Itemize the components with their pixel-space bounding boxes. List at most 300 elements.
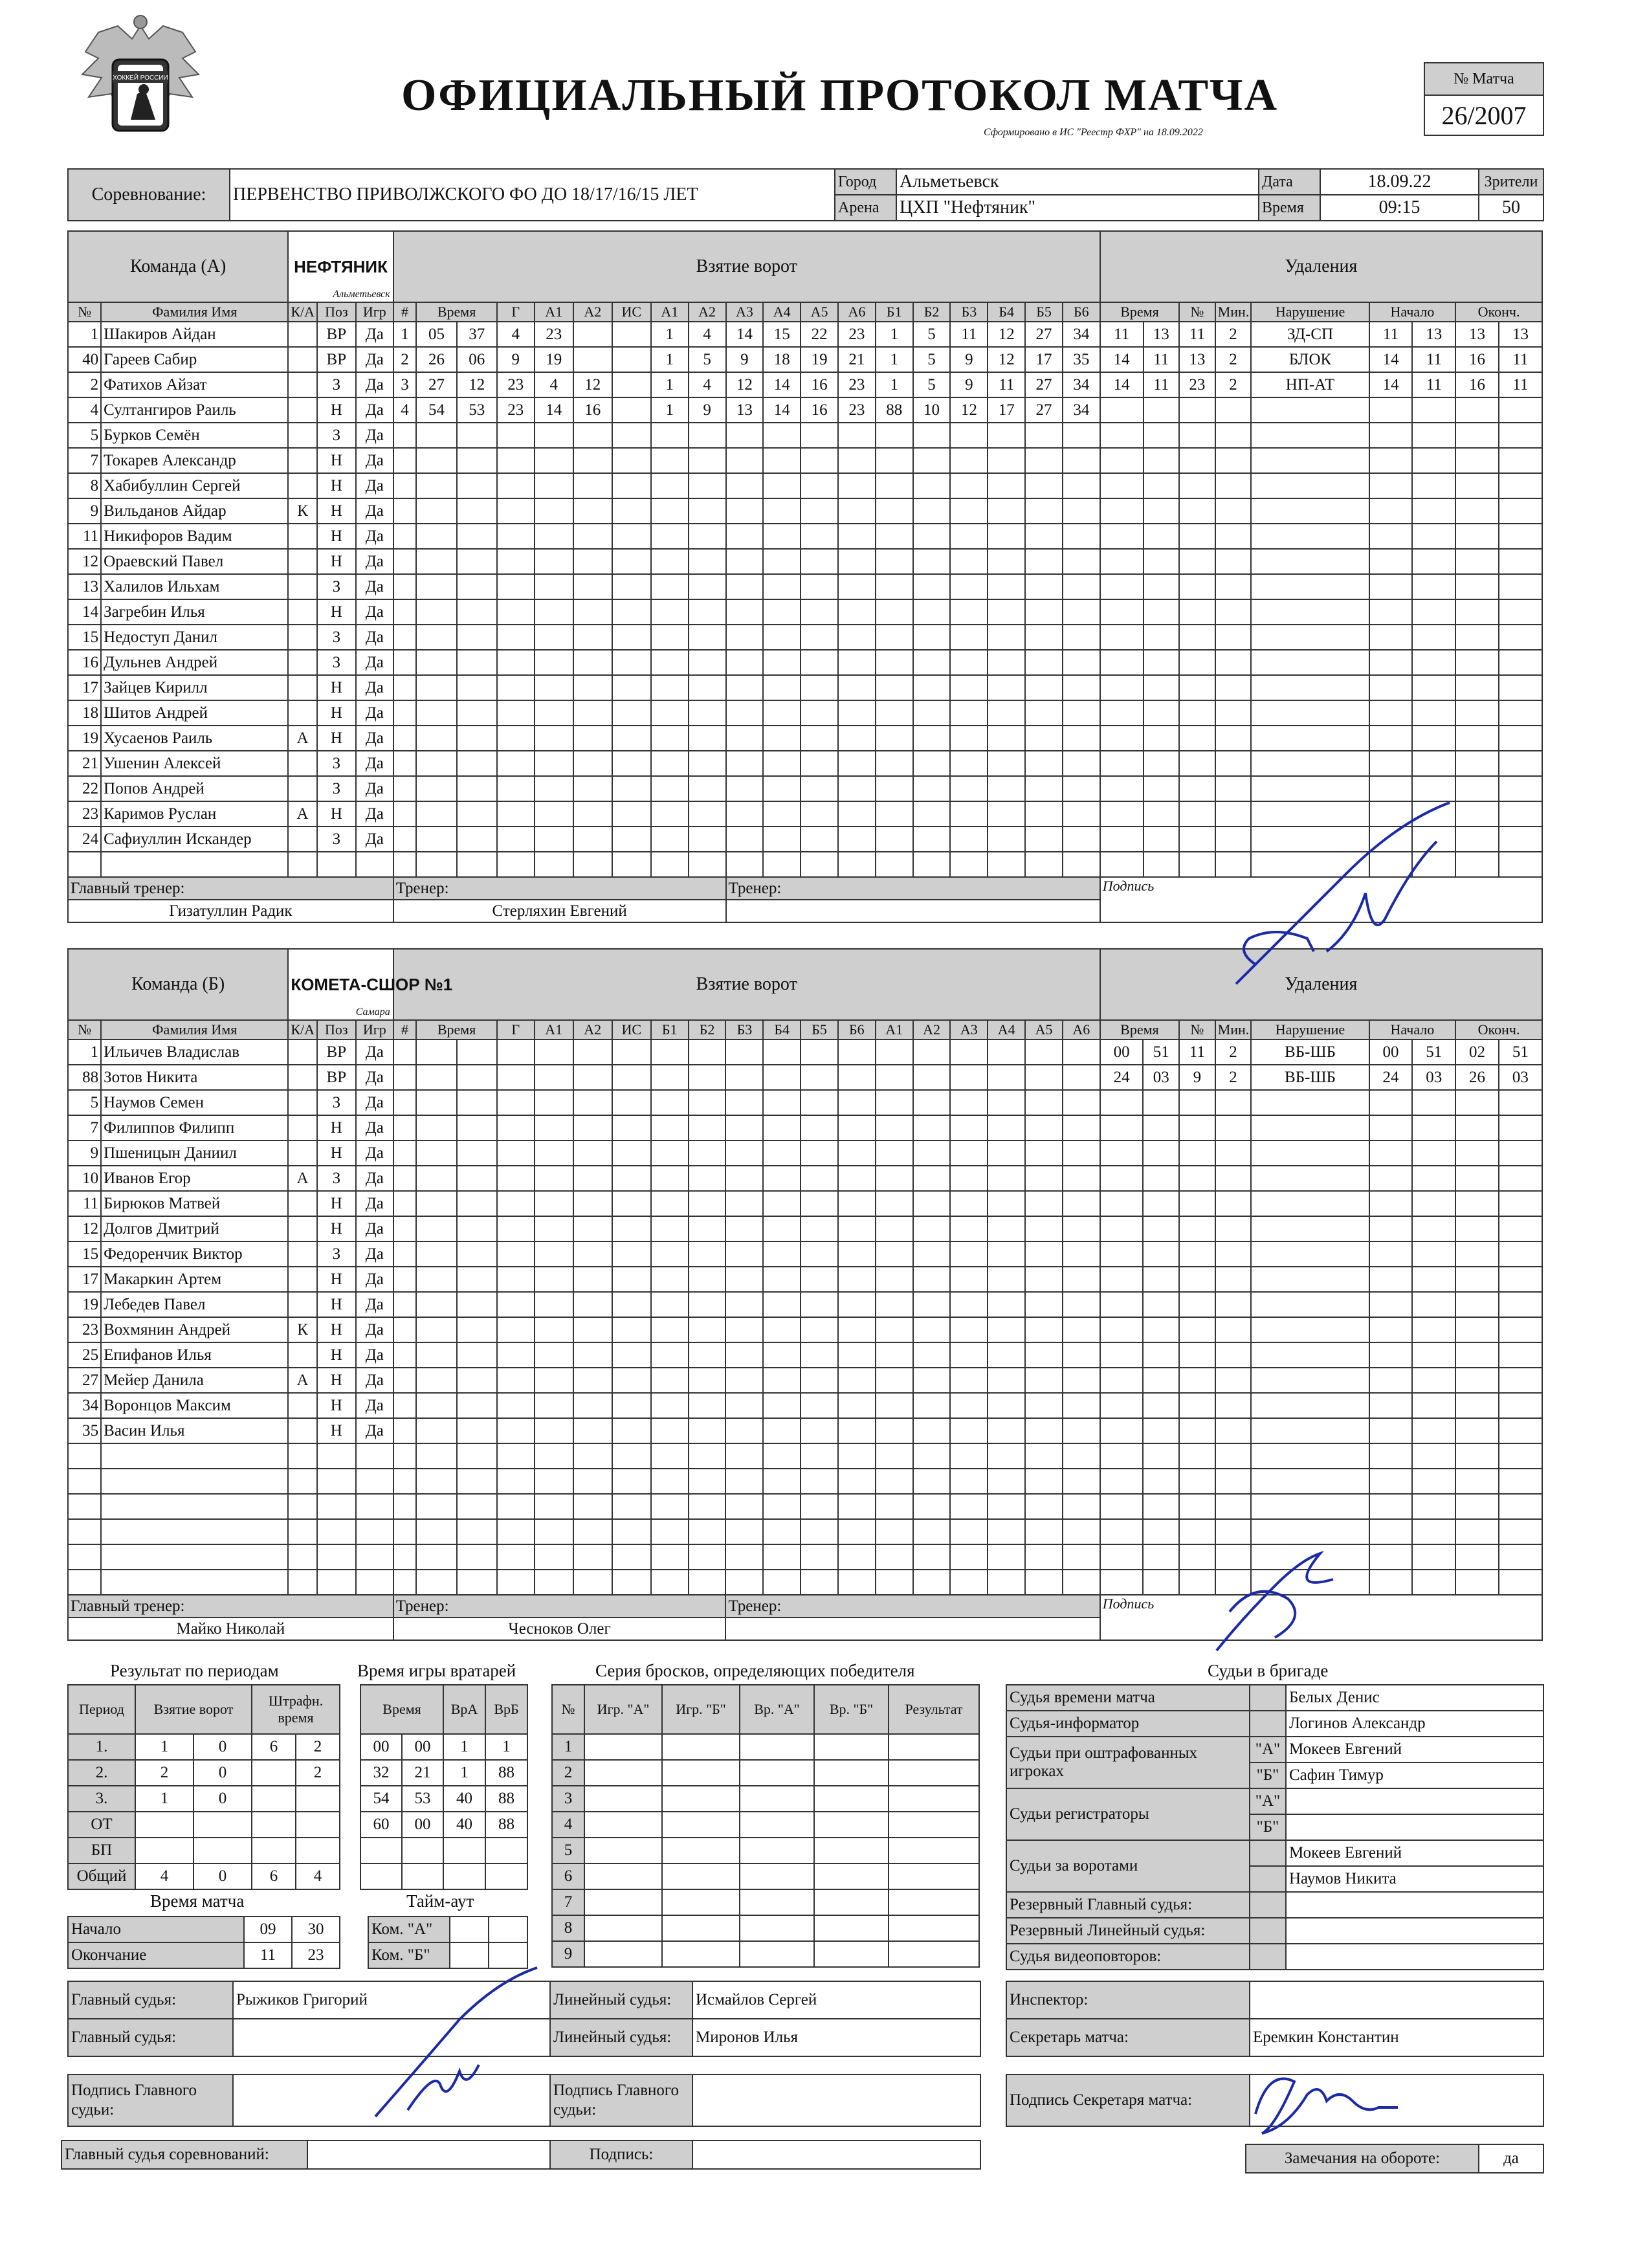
team_b-player-pos: Н — [317, 1368, 356, 1393]
team_a-empty-cell — [1063, 599, 1100, 625]
team_a-col-pen-min: Мин. — [1215, 302, 1252, 322]
team_a-empty-cell — [1412, 397, 1455, 423]
team_a-empty-cell — [876, 801, 913, 827]
team_b-empty-cell — [838, 1216, 876, 1241]
officials-title: Судьи в бригаде — [1208, 1661, 1329, 1680]
team_a-goal-onice: 1 — [876, 322, 913, 347]
team_b-empty-cell — [913, 1115, 951, 1140]
team_a-empty-cell — [1412, 827, 1455, 852]
results-pim-b — [296, 1786, 340, 1812]
team_b-empty-cell — [288, 1519, 316, 1544]
team_a-row — [68, 322, 1542, 347]
goalie-b — [485, 1838, 527, 1863]
team_b-empty-cell — [497, 1292, 535, 1317]
team_b-player-no: 15 — [68, 1241, 101, 1267]
team_a-empty-cell — [913, 827, 951, 852]
team_a-empty-cell — [1179, 700, 1215, 726]
team_a-empty-cell — [1455, 827, 1499, 852]
team_a-player-name: Шитов Андрей — [101, 700, 288, 726]
team_b-empty-cell — [1412, 1292, 1455, 1317]
team_a-goal-g: 9 — [497, 347, 535, 372]
team_b-empty-cell — [725, 1342, 763, 1368]
team_a-empty-cell — [801, 549, 838, 574]
team_a-empty-cell — [457, 776, 497, 801]
team_a-player-no: 2 — [68, 372, 101, 397]
team_a-empty-cell — [1025, 549, 1063, 574]
team_b-pen-end-ss: 51 — [1499, 1040, 1542, 1065]
match-time-title: Время матча — [150, 1891, 245, 1911]
goalie-b: 88 — [485, 1812, 527, 1838]
team_a-empty-cell — [1063, 751, 1100, 776]
team_a-empty-cell — [838, 599, 876, 625]
team_a-empty-cell — [651, 801, 689, 827]
team_b-empty-cell — [651, 1342, 689, 1368]
team_a-empty-cell — [573, 726, 612, 751]
team_b-player-play: Да — [356, 1241, 393, 1267]
team_b-empty-cell — [838, 1342, 876, 1368]
team_b-empty-cell — [988, 1191, 1025, 1216]
team_b-empty-cell — [1179, 1140, 1215, 1166]
team_a-empty-cell — [1063, 625, 1100, 650]
team_a-pen-min: 2 — [1215, 347, 1252, 372]
team_b-coach1-label: Тренер: — [393, 1595, 726, 1618]
team_a-empty-cell — [573, 498, 612, 524]
team_b-empty-cell — [988, 1065, 1025, 1090]
team_b-empty-cell — [950, 1393, 988, 1418]
team_a-empty-cell — [1369, 625, 1413, 650]
results-goals-a — [135, 1812, 193, 1838]
team_b-empty-cell — [689, 1241, 726, 1267]
team_b-empty-cell — [535, 1544, 573, 1570]
team_a-empty-cell — [1251, 524, 1369, 549]
team_a-empty-cell — [393, 726, 417, 751]
team_b-empty-cell — [535, 1469, 573, 1494]
team_b-empty-cell — [1251, 1519, 1369, 1544]
team_a-goal-onice: 1 — [876, 372, 913, 397]
team_a-player-ka — [288, 372, 316, 397]
results-period: 2. — [68, 1760, 135, 1786]
team_a-empty-cell — [726, 574, 764, 599]
team_b-empty-cell — [876, 1241, 913, 1267]
team_b-empty-cell — [1063, 1191, 1100, 1216]
team_a-empty-cell — [651, 524, 689, 549]
team_a-player-ka: А — [288, 726, 316, 751]
team_a-player-pos: Н — [317, 700, 356, 726]
team_b-empty-cell — [1025, 1368, 1063, 1393]
team_b-empty-cell — [573, 1519, 612, 1544]
team_b-empty-cell — [497, 1065, 535, 1090]
team_b-empty-cell — [612, 1191, 651, 1216]
team_b-empty-cell — [317, 1544, 356, 1570]
team_b-empty-cell — [535, 1140, 573, 1166]
team_a-player-play: Да — [356, 372, 393, 397]
team_a-empty-cell — [1369, 549, 1413, 574]
team_a-empty-cell — [573, 776, 612, 801]
team_a-empty-cell — [1251, 473, 1369, 498]
team_b-empty-cell — [1143, 1342, 1179, 1368]
goalie-ss: 00 — [402, 1812, 443, 1838]
team_a-empty-cell — [988, 776, 1025, 801]
team_a-player-pos: Н — [317, 726, 356, 751]
team_a-empty-cell — [726, 675, 764, 700]
team_b-empty-cell — [801, 1090, 838, 1115]
team_a-pen-end-ss: 11 — [1499, 347, 1542, 372]
team_b-empty-cell — [393, 1342, 417, 1368]
team_b-player-pos: З — [317, 1241, 356, 1267]
team_b-empty-cell — [876, 1191, 913, 1216]
team_a-empty-cell — [689, 599, 726, 625]
team_b-empty-cell — [1063, 1090, 1100, 1115]
team_a-empty-cell — [393, 473, 417, 498]
team_b-empty-cell — [1025, 1090, 1063, 1115]
team_b-empty-cell — [1412, 1544, 1455, 1570]
team_a-empty-cell — [1251, 423, 1369, 448]
team_a-empty-cell — [913, 776, 951, 801]
team_b-empty-cell — [801, 1368, 838, 1393]
team_b-empty-cell — [988, 1241, 1025, 1267]
team_b-empty-cell — [950, 1065, 988, 1090]
team_a-empty-cell — [689, 473, 726, 498]
team_b-empty-cell — [457, 1317, 497, 1342]
team_a-pen-end-ss: 13 — [1499, 322, 1542, 347]
team_b-player-name: Макаркин Артем — [101, 1267, 288, 1292]
team_b-player-no: 1 — [68, 1040, 101, 1065]
team_a-empty-cell — [1369, 473, 1413, 498]
team_a-empty-cell — [1179, 599, 1215, 625]
team_a-empty-cell — [612, 625, 651, 650]
team_a-empty-cell — [1025, 625, 1063, 650]
team_a-empty-cell — [801, 776, 838, 801]
team_a-empty-cell — [457, 549, 497, 574]
team_a-empty-cell — [535, 448, 573, 473]
team_b-empty-cell — [393, 1166, 417, 1191]
team_b-empty-cell — [612, 1241, 651, 1267]
goalie-b: 88 — [485, 1760, 527, 1786]
team_a-empty-cell — [1499, 498, 1542, 524]
team_a-empty-cell — [1251, 650, 1369, 675]
team_a-empty-cell — [988, 549, 1025, 574]
team_b-empty-cell — [1412, 1317, 1455, 1342]
team_b-empty-cell — [1455, 1494, 1499, 1519]
team_a-pen-mm: 14 — [1100, 372, 1144, 397]
secretary-label: Секретарь матча: — [1006, 2019, 1250, 2056]
team_b-empty-cell — [497, 1393, 535, 1418]
team_b-empty-cell — [838, 1570, 876, 1595]
team_b-empty-cell — [950, 1418, 988, 1443]
team_b-empty-cell — [1100, 1292, 1144, 1317]
team_b-empty-cell — [1025, 1393, 1063, 1418]
team_a-player-name: Зайцев Кирилл — [101, 675, 288, 700]
team_b-empty-cell — [457, 1090, 497, 1115]
team_b-empty-cell — [416, 1166, 456, 1191]
team_b-empty-cell — [497, 1443, 535, 1469]
team_b-empty-cell — [988, 1317, 1025, 1342]
results-goals-a: 1 — [135, 1786, 193, 1812]
team_a-empty-cell — [1100, 448, 1144, 473]
notes-label: Замечания на обороте: — [1246, 2144, 1479, 2173]
team_a-goal-onice: 1 — [651, 372, 689, 397]
team_a-empty-cell — [1179, 751, 1215, 776]
team_a-goal-onice: 9 — [950, 372, 988, 397]
team_b-player-ka — [288, 1418, 316, 1443]
official-label: Резервный Главный судья: — [1006, 1892, 1250, 1918]
team_a-empty-cell — [457, 599, 497, 625]
team_a-empty-cell — [573, 423, 612, 448]
team_b-name — [288, 949, 453, 1020]
team_b-col-hash: # — [393, 1020, 417, 1040]
team_b-col-is: ИС — [612, 1020, 651, 1040]
team_b-empty-cell — [689, 1317, 726, 1342]
team_b-empty-cell — [393, 1191, 417, 1216]
team_a-row — [68, 574, 1542, 599]
goalie-col-b: ВрБ — [485, 1685, 527, 1734]
team_a-player-name: Хусаенов Раиль — [101, 726, 288, 751]
team_b-empty-cell — [1251, 1241, 1369, 1267]
team_a-empty-cell — [535, 498, 573, 524]
team_a-empty-cell — [497, 599, 535, 625]
team_a-empty-cell — [1215, 751, 1252, 776]
team_a-empty-cell — [1179, 448, 1215, 473]
team_a-empty-cell — [1455, 549, 1499, 574]
team_a-col-time: Время — [416, 302, 497, 322]
team_b-empty-cell — [1179, 1469, 1215, 1494]
team_a-empty-cell — [416, 423, 456, 448]
team_a-player-play: Да — [356, 599, 393, 625]
team_b-empty-cell — [1499, 1443, 1542, 1469]
team_a-empty-cell — [612, 549, 651, 574]
team_b-row — [68, 1469, 1542, 1494]
spectators-value: 50 — [1479, 195, 1543, 221]
team_a-pen-mm: 11 — [1100, 322, 1144, 347]
team_a-goal-onice: 5 — [913, 347, 951, 372]
team_a-empty-cell — [1144, 776, 1180, 801]
arena-label: Арена — [835, 195, 896, 221]
team_b-empty-cell — [801, 1140, 838, 1166]
team_b-empty-cell — [876, 1393, 913, 1418]
team_a-empty-cell — [416, 574, 456, 599]
team_a-empty-cell — [1100, 650, 1144, 675]
fhr-logo — [72, 13, 208, 162]
team_b-empty-cell — [1100, 1443, 1144, 1469]
team_a-goal-onice: 17 — [988, 397, 1025, 423]
team_b-empty-cell — [573, 1115, 612, 1140]
inspector-label: Инспектор: — [1006, 1981, 1250, 2019]
team_a-empty-cell — [689, 751, 726, 776]
team_a-empty-cell — [416, 801, 456, 827]
team_a-player-play: Да — [356, 650, 393, 675]
team_b-empty-cell — [838, 1393, 876, 1418]
team_b-player-pos: ВР — [317, 1040, 356, 1065]
team_a-row — [68, 827, 1542, 852]
team_a-empty-cell — [457, 726, 497, 751]
team_b-empty-cell — [689, 1140, 726, 1166]
team_b-empty-cell — [1063, 1368, 1100, 1393]
team-a-table — [67, 230, 1543, 923]
team_b-empty-cell — [612, 1418, 651, 1443]
team_a-row — [68, 347, 1542, 372]
team_a-player-no: 4 — [68, 397, 101, 423]
comp-sig-label: Подпись: — [550, 2140, 692, 2169]
team_a-empty-cell — [1251, 549, 1369, 574]
team_b-empty-cell — [801, 1443, 838, 1469]
team_a-player-name: Ораевский Павел — [101, 549, 288, 574]
team_a-player-play: Да — [356, 448, 393, 473]
results-pim-a — [252, 1786, 296, 1812]
team_b-empty-cell — [1143, 1469, 1179, 1494]
team_a-empty-cell — [1144, 827, 1180, 852]
team_a-empty-cell — [763, 473, 801, 498]
team_a-player-pos: Н — [317, 599, 356, 625]
team_b-empty-cell — [1215, 1418, 1252, 1443]
team_b-empty-cell — [1179, 1317, 1215, 1342]
team_b-empty-cell — [876, 1342, 913, 1368]
team_b-empty-cell — [393, 1292, 417, 1317]
team_a-empty-cell — [1100, 675, 1144, 700]
team_a-empty-cell — [726, 549, 764, 574]
team_a-goal-onice: 9 — [689, 397, 726, 423]
team_a-empty-cell — [612, 448, 651, 473]
team_b-empty-cell — [838, 1115, 876, 1140]
team_b-empty-cell — [1251, 1115, 1369, 1140]
team_a-empty-cell — [573, 852, 612, 877]
team_b-empty-cell — [393, 1469, 417, 1494]
team_b-empty-cell — [1143, 1166, 1179, 1191]
team_a-empty-cell — [988, 726, 1025, 751]
team_b-empty-cell — [913, 1393, 951, 1418]
team_a-player-no: 15 — [68, 625, 101, 650]
team_b-empty-cell — [1215, 1519, 1252, 1544]
city-label: Город — [835, 169, 896, 195]
team_b-empty-cell — [457, 1494, 497, 1519]
team_a-empty-cell — [1100, 423, 1144, 448]
official-tag: "А" — [1250, 1737, 1286, 1762]
team_a-empty-cell — [950, 423, 988, 448]
shootout-row-no: 9 — [552, 1941, 584, 1967]
team_b-empty-cell — [68, 1494, 101, 1519]
team_a-empty-cell — [1369, 423, 1413, 448]
team_a-player-no: 9 — [68, 498, 101, 524]
team_b-empty-cell — [1412, 1140, 1455, 1166]
team_b-player-ka — [288, 1065, 316, 1090]
results-period: Общий — [68, 1863, 135, 1889]
team_a-coach2 — [726, 900, 1100, 922]
team_b-empty-cell — [1455, 1191, 1499, 1216]
team_b-empty-cell — [393, 1140, 417, 1166]
team_a-player-no: 17 — [68, 675, 101, 700]
team_a-empty-cell — [1144, 448, 1180, 473]
team_b-empty-cell — [416, 1342, 456, 1368]
team_a-goal-onice: 13 — [726, 397, 764, 423]
shootout-col: Вр. "Б" — [814, 1685, 889, 1734]
team_b-empty-cell — [1369, 1140, 1413, 1166]
team_a-empty-cell — [913, 700, 951, 726]
team_b-empty-cell — [1100, 1166, 1144, 1191]
team_b-empty-cell — [457, 1140, 497, 1166]
team_b-empty-cell — [1499, 1418, 1542, 1443]
team_b-player-ka — [288, 1342, 316, 1368]
team_a-empty-cell — [393, 625, 417, 650]
team_b-empty-cell — [913, 1191, 951, 1216]
team_a-empty-cell — [573, 801, 612, 827]
team_b-empty-cell — [393, 1216, 417, 1241]
team_a-goal-onice: 15 — [763, 322, 801, 347]
team_b-player-play: Да — [356, 1418, 393, 1443]
shootout-row-no: 8 — [552, 1915, 584, 1941]
team_a-empty-cell — [497, 650, 535, 675]
team_b-empty-cell — [876, 1418, 913, 1443]
team_a-empty-cell — [950, 448, 988, 473]
team_b-player-play: Да — [356, 1317, 393, 1342]
team_a-empty-cell — [838, 524, 876, 549]
team_a-empty-cell — [801, 726, 838, 751]
team_a-empty-cell — [726, 524, 764, 549]
team_a-goal-a1: 19 — [535, 347, 573, 372]
team_a-empty-cell — [876, 852, 913, 877]
team_a-empty-cell — [1025, 675, 1063, 700]
team_a-empty-cell — [612, 498, 651, 524]
match-number-box — [1424, 62, 1544, 136]
team_a-empty-cell — [1251, 574, 1369, 599]
team_a-empty-cell — [573, 625, 612, 650]
team_b-empty-cell — [612, 1494, 651, 1519]
team_b-empty-cell — [356, 1519, 393, 1544]
team_b-empty-cell — [497, 1494, 535, 1519]
team_b-penalties-header: Удаления — [1100, 949, 1542, 1020]
team_b-empty-cell — [1143, 1115, 1179, 1140]
team_b-empty-cell — [393, 1317, 417, 1342]
team_b-col-play: Игр — [356, 1020, 393, 1040]
team_a-empty-cell — [573, 650, 612, 675]
team_b-empty-cell — [950, 1166, 988, 1191]
team_b-col-onice-left-1: Б2 — [689, 1020, 726, 1040]
team_b-empty-cell — [573, 1342, 612, 1368]
team_b-empty-cell — [1025, 1166, 1063, 1191]
team_b-empty-cell — [1143, 1140, 1179, 1166]
team_b-empty-cell — [612, 1317, 651, 1342]
team_a-empty-cell — [651, 423, 689, 448]
goalie-ss — [402, 1838, 443, 1863]
team_b-empty-cell — [497, 1115, 535, 1140]
team_b-empty-cell — [416, 1115, 456, 1140]
team_b-empty-cell — [689, 1418, 726, 1443]
team_b-empty-cell — [1455, 1317, 1499, 1342]
team_b-row — [68, 1241, 1542, 1267]
team_a-empty-cell — [1144, 650, 1180, 675]
team_b-empty-cell — [950, 1115, 988, 1140]
team_b-empty-cell — [838, 1544, 876, 1570]
team_a-empty-cell — [497, 700, 535, 726]
team_a-empty-cell — [1215, 625, 1252, 650]
team_b-empty-cell — [651, 1267, 689, 1292]
team_b-col-onice-right-5: А6 — [1063, 1020, 1100, 1040]
team_b-empty-cell — [1251, 1469, 1369, 1494]
team_b-empty-cell — [1179, 1090, 1215, 1115]
team_a-row — [68, 852, 1542, 877]
team_b-empty-cell — [1025, 1544, 1063, 1570]
team_b-empty-cell — [416, 1040, 456, 1065]
team_a-player-no: 21 — [68, 751, 101, 776]
team_a-empty-cell — [838, 726, 876, 751]
team_b-empty-cell — [1499, 1368, 1542, 1393]
team_b-player-name: Федоренчик Виктор — [101, 1241, 288, 1267]
team_a-goal-onice: 22 — [801, 322, 838, 347]
team_a-empty-cell — [1063, 549, 1100, 574]
team_b-empty-cell — [763, 1519, 801, 1544]
team_b-col-pen-start: Начало — [1369, 1020, 1455, 1040]
official-name — [1286, 1814, 1543, 1840]
team_b-empty-cell — [535, 1090, 573, 1115]
team_b-player-no: 88 — [68, 1065, 101, 1090]
